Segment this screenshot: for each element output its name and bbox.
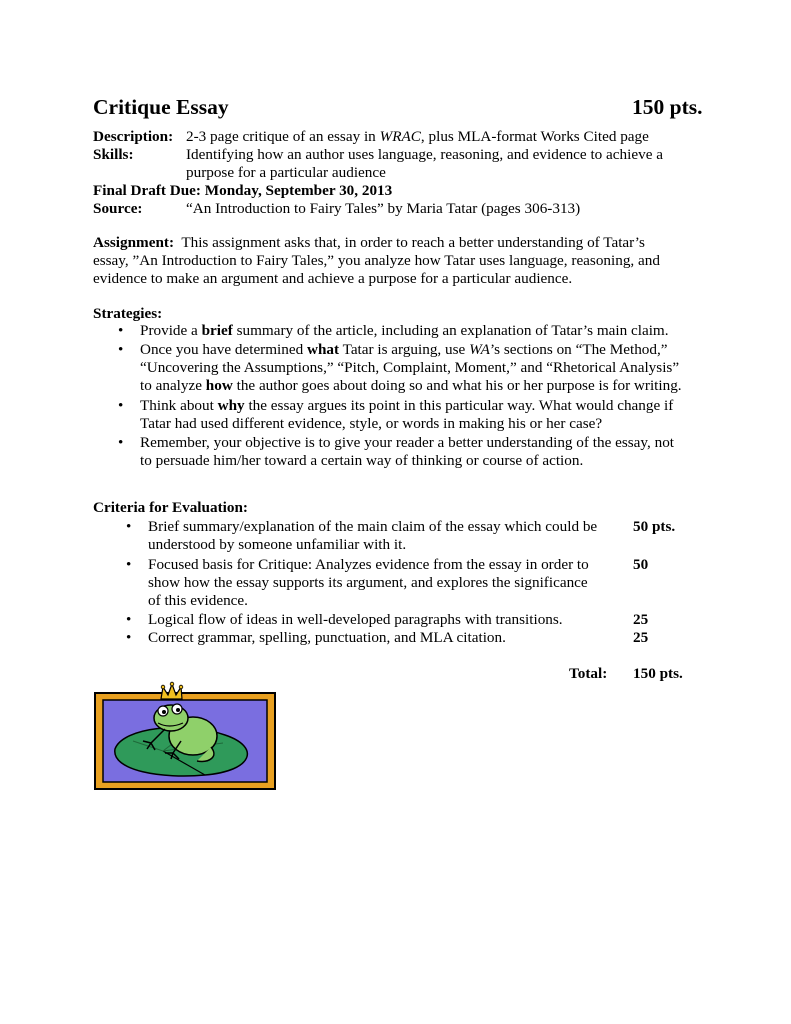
- criteria-item: • Focused basis for Critique: Analyzes evidence from the essay in order to show how the essay supports its argument, and explores the significance of this evidence.: [126, 556, 589, 609]
- total-value: 150 pts.: [633, 665, 683, 682]
- strategies-heading: Strategies:: [93, 305, 163, 322]
- skills-line-1: Identifying how an author uses language, reasoning, and evidence to achieve a: [186, 146, 663, 163]
- page-title: Critique Essay: [93, 95, 229, 119]
- total-label: Total:: [569, 665, 608, 682]
- criteria-points: 50 pts.: [633, 518, 676, 535]
- strategy-item: • Once you have determined what Tatar is arguing, use WA’s sections on “The Method,” “Uncovering the Assumptions,” “Pitch, Complaint, Moment,” and “Rhetorical Analysis” to analyze how the author goes about doing so and what his or her purpose is for writing.: [118, 341, 682, 394]
- source-label: Source:: [93, 200, 143, 217]
- skills-label: Skills:: [93, 146, 134, 163]
- skills-line-2: purpose for a particular audience: [186, 164, 386, 181]
- frog-prince-on-lily-pad-icon: [93, 681, 277, 791]
- strategy-item: • Remember, your objective is to give your reader a better understanding of the essay, not to persuade him/her toward a certain way of thinking or course of action.: [118, 434, 675, 469]
- bullet: •: [118, 397, 124, 414]
- due-date: Final Draft Due: Monday, September 30, 2013: [93, 182, 393, 199]
- bullet: •: [126, 611, 132, 628]
- assignment-line-1: Assignment: This assignment asks that, in order to reach a better understanding of Tatar’s: [93, 234, 645, 251]
- bullet: •: [118, 434, 124, 451]
- bullet: •: [126, 556, 132, 573]
- assignment-line-3: evidence to make an argument and achieve a purpose for a particular audience.: [93, 270, 573, 287]
- description-label: Description:: [93, 128, 174, 145]
- criteria-points: 25: [633, 629, 649, 646]
- criteria-points: 50: [633, 556, 649, 573]
- bullet: •: [126, 518, 132, 535]
- assignment-line-2: essay, ”An Introduction to Fairy Tales,” you analyze how Tatar uses language, reasoning, and: [93, 252, 660, 269]
- strategy-item: • Provide a brief summary of the article, including an explanation of Tatar’s main claim.: [118, 322, 669, 339]
- total-points-header: 150 pts.: [632, 95, 703, 119]
- bullet: •: [126, 629, 132, 646]
- strategy-item: • Think about why the essay argues its point in this particular way. What would change if Tatar had used different evidence, style, or words in making his or her case?: [118, 397, 674, 432]
- source-value: “An Introduction to Fairy Tales” by Maria Tatar (pages 306-313): [186, 200, 581, 217]
- bullet: •: [118, 322, 124, 339]
- criteria-points: 25: [633, 611, 649, 628]
- criteria-heading: Criteria for Evaluation:: [93, 499, 248, 516]
- bullet: •: [118, 341, 124, 358]
- criteria-item: • Logical flow of ideas in well-developed paragraphs with transitions.: [126, 611, 563, 628]
- description-value: 2-3 page critique of an essay in WRAC, plus MLA-format Works Cited page: [186, 128, 649, 145]
- criteria-item: • Brief summary/explanation of the main claim of the essay which could be understood by someone unfamiliar with it.: [126, 518, 598, 553]
- criteria-item: • Correct grammar, spelling, punctuation, and MLA citation.: [126, 629, 506, 646]
